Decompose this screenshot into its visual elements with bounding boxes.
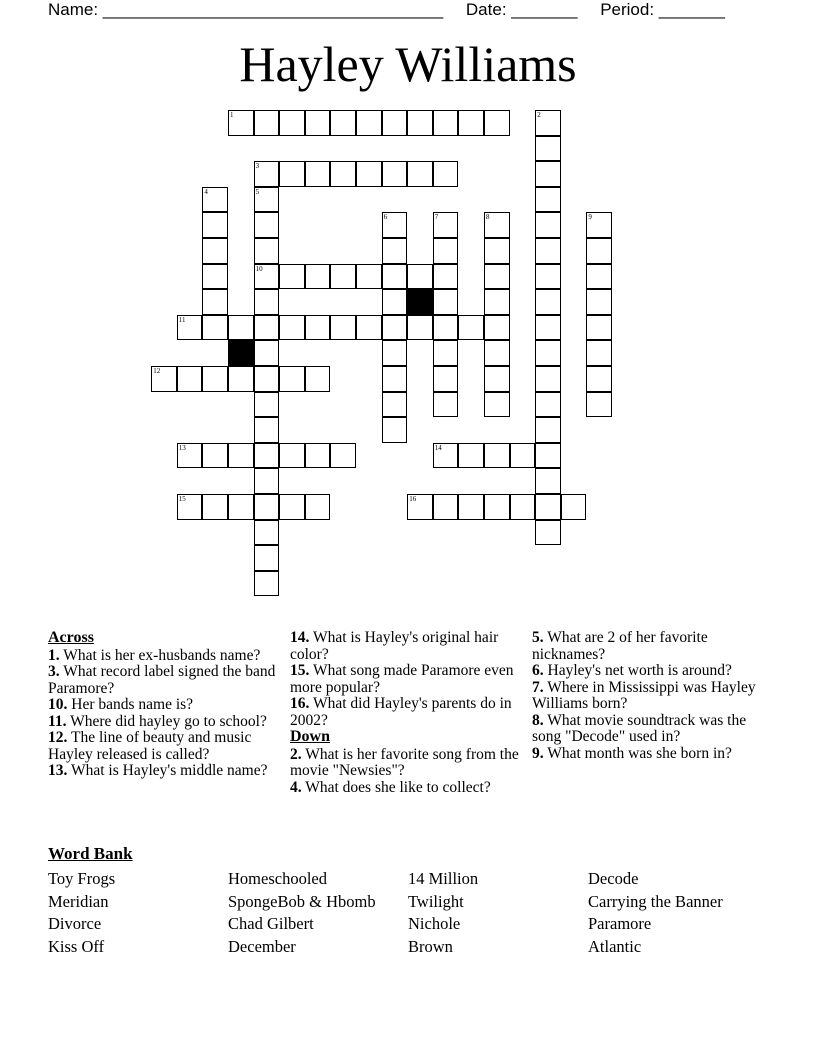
- clue-item: [532, 663, 768, 680]
- grid-cell[interactable]: [535, 187, 561, 213]
- grid-cell[interactable]: [535, 443, 561, 469]
- grid-cell[interactable]: [254, 545, 280, 571]
- clue-item: [48, 697, 284, 714]
- grid-cell[interactable]: [279, 161, 305, 187]
- clues-column-1: [48, 630, 284, 780]
- grid-cell[interactable]: [407, 161, 433, 187]
- grid-cell[interactable]: [382, 340, 408, 366]
- clue-number: 13: [178, 443, 186, 452]
- word-bank-item: December: [228, 936, 296, 956]
- grid-cell[interactable]: [202, 443, 228, 469]
- clue-item-number: 12.: [48, 729, 68, 746]
- grid-cell[interactable]: [356, 264, 382, 290]
- clue-item-number: 1.: [48, 646, 60, 664]
- clue-item-number: 13.: [48, 762, 68, 779]
- grid-cell[interactable]: [202, 264, 228, 290]
- grid-cell[interactable]: [279, 366, 305, 392]
- clue-number: 15: [178, 495, 186, 503]
- grid-cell[interactable]: [254, 110, 280, 136]
- grid-cell[interactable]: [228, 494, 254, 520]
- word-bank-item: Homeschooled: [228, 869, 327, 888]
- clue-number: 12: [153, 367, 161, 375]
- clue-item: [290, 696, 526, 729]
- grid-cell[interactable]: [382, 392, 408, 418]
- word-bank-item: Meridian: [48, 891, 109, 911]
- grid-cell[interactable]: [458, 443, 484, 469]
- clue-item: [48, 648, 284, 665]
- grid-cell[interactable]: [433, 494, 459, 520]
- grid-cell[interactable]: [202, 315, 228, 341]
- grid-cell[interactable]: [356, 110, 382, 136]
- grid-cell[interactable]: [586, 366, 612, 392]
- grid-cell[interactable]: [279, 264, 305, 290]
- clue-item-number: 15.: [290, 662, 310, 679]
- grid-cell[interactable]: [535, 136, 561, 162]
- grid-cell[interactable]: [484, 366, 510, 392]
- grid-cell[interactable]: [484, 110, 510, 136]
- clue-item: [532, 713, 768, 746]
- clue-item: [290, 780, 526, 797]
- grid-cell[interactable]: [228, 366, 254, 392]
- grid-cell[interactable]: [382, 417, 408, 443]
- grid-cell[interactable]: [433, 392, 459, 418]
- word-bank-item: Carrying the Banner: [588, 891, 723, 911]
- clues-column-3: [532, 630, 768, 762]
- clue-item-number: 10.: [48, 696, 68, 713]
- grid-cell[interactable]: [484, 443, 510, 469]
- grid-cell[interactable]: [586, 289, 612, 315]
- grid-cell[interactable]: [330, 315, 356, 341]
- clues-column-2: [290, 630, 526, 796]
- period-field-label: Period: _______: [600, 0, 725, 19]
- clue-item-text: Where did hayley go to school?: [70, 712, 267, 730]
- clue-item-number: 7.: [532, 678, 544, 696]
- grid-cell[interactable]: [510, 494, 536, 520]
- grid-cell[interactable]: [305, 494, 331, 520]
- grid-cell[interactable]: [535, 315, 561, 341]
- grid-cell[interactable]: [254, 494, 280, 520]
- clue-item: [48, 664, 284, 697]
- grid-cell[interactable]: [433, 161, 459, 187]
- grid-cell[interactable]: [279, 443, 305, 469]
- grid-cell[interactable]: [535, 264, 561, 290]
- clue-number: 10: [255, 264, 263, 273]
- grid-cell[interactable]: [535, 161, 561, 187]
- grid-cell[interactable]: [535, 212, 561, 238]
- word-bank-column: [48, 868, 115, 958]
- grid-cell[interactable]: [228, 443, 254, 469]
- clue-item-number: 4.: [290, 778, 302, 796]
- clue-item-number: 3.: [48, 663, 60, 680]
- clue-number: 16: [409, 495, 417, 503]
- clue-item-text: Her bands name is?: [71, 696, 194, 713]
- clue-number: 14: [434, 443, 442, 452]
- word-bank-column: [408, 868, 478, 958]
- clue-number: 3: [255, 162, 260, 171]
- grid-cell[interactable]: [458, 315, 484, 341]
- grid-cell[interactable]: [254, 340, 280, 366]
- grid-cell[interactable]: [382, 289, 408, 315]
- grid-cell[interactable]: [254, 468, 280, 494]
- clue-number: 11: [178, 315, 186, 324]
- grid-cell[interactable]: [305, 264, 331, 290]
- clue-item-text: Where in Mississippi was Hayley Williams born?: [532, 678, 756, 712]
- grid-cell[interactable]: [535, 468, 561, 494]
- word-bank-item: Decode: [588, 869, 639, 888]
- grid-cell[interactable]: [228, 315, 254, 341]
- grid-cell[interactable]: [382, 366, 408, 392]
- clue-item: [48, 763, 284, 780]
- word-bank-item: Divorce: [48, 914, 102, 933]
- grid-cell[interactable]: [382, 315, 408, 341]
- grid-cell[interactable]: [356, 315, 382, 341]
- grid-cell[interactable]: [433, 238, 459, 264]
- grid-cell[interactable]: [586, 315, 612, 341]
- grid-cell[interactable]: [382, 238, 408, 264]
- clue-item: [48, 714, 284, 731]
- clue-item-number: 9.: [532, 744, 544, 762]
- grid-cell[interactable]: [202, 289, 228, 315]
- grid-cell[interactable]: [484, 392, 510, 418]
- clue-item-text: Hayley's net worth is around?: [547, 662, 732, 679]
- grid-cell[interactable]: [305, 161, 331, 187]
- grid-cell[interactable]: [586, 392, 612, 418]
- grid-cell[interactable]: [382, 264, 408, 290]
- grid-cell[interactable]: [535, 366, 561, 392]
- clue-number: 4: [204, 187, 208, 196]
- clues-heading: Across: [48, 629, 94, 646]
- clue-item-text: What movie soundtrack was the song "Decode" used in?: [532, 711, 747, 745]
- clue-item-text: What song made Paramore even more popular?: [290, 662, 514, 696]
- grid-cell[interactable]: [433, 110, 459, 136]
- grid-cell[interactable]: [330, 161, 356, 187]
- grid-cell[interactable]: [535, 238, 561, 264]
- grid-cell[interactable]: [254, 366, 280, 392]
- grid-cell[interactable]: [356, 161, 382, 187]
- grid-cell[interactable]: [177, 366, 203, 392]
- grid-cell[interactable]: [433, 289, 459, 315]
- clue-item-number: 6.: [532, 662, 544, 679]
- grid-cell[interactable]: [586, 264, 612, 290]
- clue-item-text: The line of beauty and music Hayley released is called?: [48, 729, 252, 763]
- grid-cell[interactable]: [535, 392, 561, 418]
- clue-number: 7: [434, 213, 439, 222]
- clue-item-text: What record label signed the band Paramore?: [48, 663, 276, 697]
- grid-cell[interactable]: [382, 161, 408, 187]
- grid-cell[interactable]: [305, 110, 331, 136]
- grid-cell[interactable]: [484, 494, 510, 520]
- grid-cell[interactable]: [484, 340, 510, 366]
- black-square: [228, 340, 254, 366]
- word-bank-item: Twilight: [408, 891, 464, 911]
- grid-cell[interactable]: [535, 494, 561, 520]
- grid-cell[interactable]: [254, 392, 280, 418]
- grid-cell[interactable]: [330, 264, 356, 290]
- grid-cell[interactable]: [510, 443, 536, 469]
- grid-cell[interactable]: [433, 340, 459, 366]
- grid-cell[interactable]: [407, 264, 433, 290]
- grid-cell[interactable]: [484, 238, 510, 264]
- clue-item: [532, 630, 768, 663]
- name-field-label: Name: ____________________________________: [48, 0, 444, 19]
- grid-cell[interactable]: [202, 494, 228, 520]
- word-bank-title: Word Bank: [48, 844, 133, 863]
- word-bank-item: Nichole: [408, 914, 461, 933]
- grid-cell[interactable]: [535, 520, 561, 546]
- grid-cell[interactable]: [254, 212, 280, 238]
- grid-cell[interactable]: [279, 110, 305, 136]
- clue-item-text: What month was she born in?: [547, 744, 732, 762]
- clue-item: [290, 747, 526, 780]
- grid-cell[interactable]: [407, 110, 433, 136]
- clue-item-number: 2.: [290, 745, 302, 763]
- clue-item-text: What does she like to collect?: [305, 778, 491, 796]
- clue-item-number: 11.: [48, 712, 67, 730]
- grid-cell[interactable]: [254, 238, 280, 264]
- grid-cell[interactable]: [279, 494, 305, 520]
- clue-item: [48, 730, 284, 763]
- clue-number: 5: [255, 187, 260, 196]
- grid-cell[interactable]: [458, 110, 484, 136]
- grid-cell[interactable]: [305, 366, 331, 392]
- grid-cell[interactable]: [484, 289, 510, 315]
- grid-cell[interactable]: [586, 340, 612, 366]
- word-bank-item: Paramore: [588, 914, 652, 933]
- grid-cell[interactable]: [586, 238, 612, 264]
- grid-cell[interactable]: [202, 366, 228, 392]
- grid-cell[interactable]: [330, 443, 356, 469]
- clue-item-number: 5.: [532, 629, 544, 646]
- clues-heading: Down: [290, 728, 331, 745]
- grid-cell[interactable]: [254, 443, 280, 469]
- clue-number: 9: [588, 213, 592, 222]
- clue-number: 1: [230, 111, 234, 119]
- grid-cell[interactable]: [382, 110, 408, 136]
- clue-item-number: 14.: [290, 629, 310, 646]
- clue-item: [532, 680, 768, 713]
- clue-item-text: What is Hayley's original hair color?: [290, 629, 499, 663]
- grid-cell[interactable]: [330, 110, 356, 136]
- word-bank-item: SpongeBob & Hbomb: [228, 891, 376, 911]
- word-bank-column: [228, 868, 376, 958]
- clue-item-text: What are 2 of her favorite nicknames?: [532, 629, 708, 663]
- clue-item-text: What is her favorite song from the movie "Newsies"?: [290, 745, 519, 779]
- clue-item-number: 8.: [532, 711, 544, 729]
- grid-cell[interactable]: [202, 212, 228, 238]
- word-bank-item: Kiss Off: [48, 936, 105, 956]
- grid-cell[interactable]: [561, 494, 587, 520]
- grid-cell[interactable]: [202, 238, 228, 264]
- word-bank-item: Toy Frogs: [48, 869, 116, 888]
- grid-cell[interactable]: [254, 571, 280, 597]
- clue-item: [290, 663, 526, 696]
- grid-cell[interactable]: [305, 443, 331, 469]
- clue-item: [532, 746, 768, 763]
- word-bank-column: [588, 868, 723, 958]
- clue-number: 6: [383, 213, 388, 222]
- word-bank-item: Brown: [408, 936, 453, 956]
- grid-cell[interactable]: [407, 315, 433, 341]
- grid-cell[interactable]: [279, 315, 305, 341]
- grid-cell[interactable]: [433, 315, 459, 341]
- grid-cell[interactable]: [535, 289, 561, 315]
- word-bank-item: Atlantic: [588, 936, 642, 956]
- grid-cell[interactable]: [305, 315, 331, 341]
- word-bank-item: 14 Million: [408, 869, 479, 888]
- black-square: [407, 289, 433, 315]
- page-title: Hayley Williams: [239, 36, 577, 92]
- grid-cell[interactable]: [254, 315, 280, 341]
- grid-cell[interactable]: [254, 520, 280, 546]
- clue-number: 8: [486, 213, 490, 222]
- clue-item-text: What is her ex-husbands name?: [63, 646, 261, 664]
- grid-cell[interactable]: [433, 264, 459, 290]
- grid-cell[interactable]: [484, 264, 510, 290]
- grid-cell[interactable]: [254, 289, 280, 315]
- clue-number: 2: [537, 111, 541, 119]
- clue-item-text: What is Hayley's middle name?: [70, 762, 268, 779]
- grid-cell[interactable]: [535, 340, 561, 366]
- grid-cell[interactable]: [535, 417, 561, 443]
- word-bank-item: Chad Gilbert: [228, 914, 314, 933]
- grid-cell[interactable]: [433, 366, 459, 392]
- grid-cell[interactable]: [254, 417, 280, 443]
- clue-item-number: 16.: [290, 695, 310, 712]
- date-field-label: Date: _______: [465, 0, 578, 19]
- grid-cell[interactable]: [458, 494, 484, 520]
- clue-item: [290, 630, 526, 663]
- clue-item-text: What did Hayley's parents do in 2002?: [290, 695, 512, 729]
- grid-cell[interactable]: [484, 315, 510, 341]
